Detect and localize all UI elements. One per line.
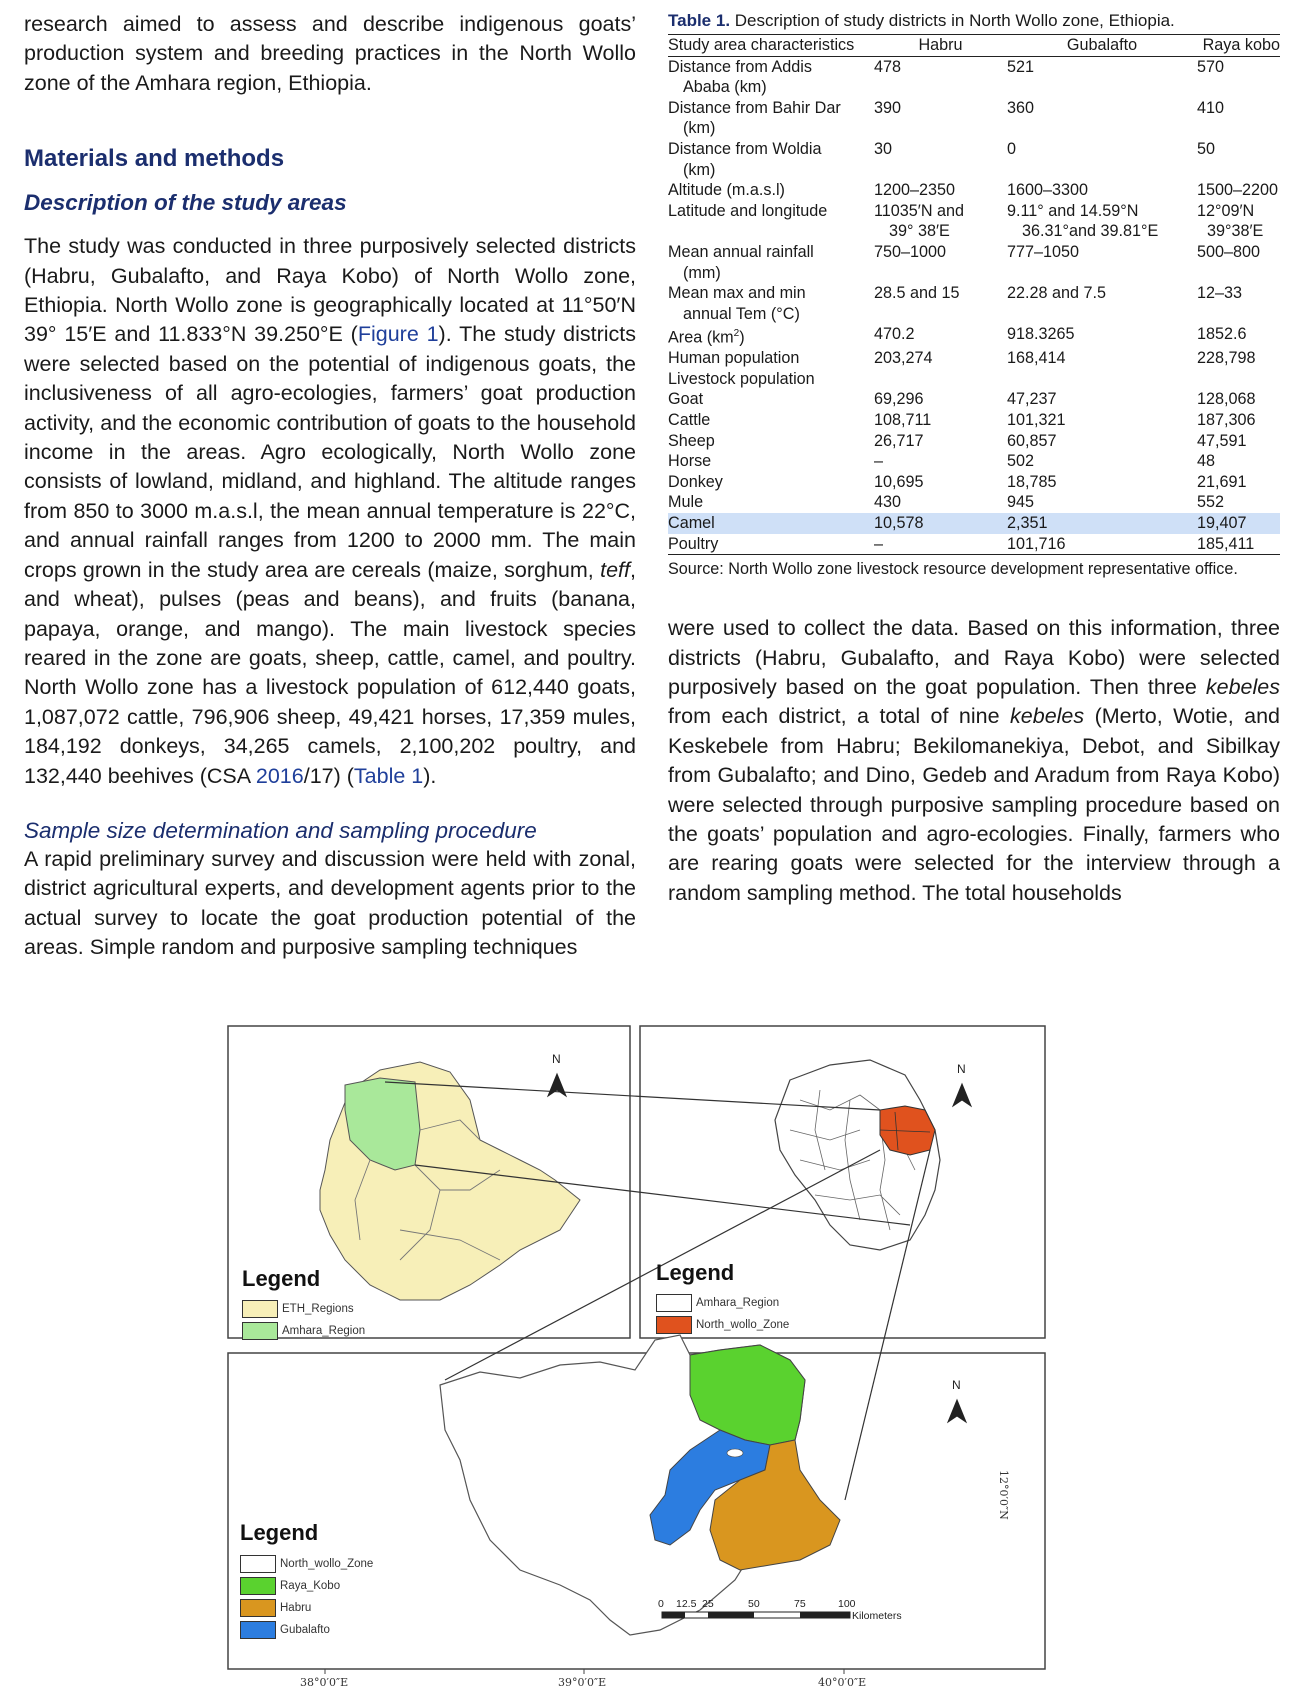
scale-tick: 12.5	[676, 1598, 697, 1610]
legend1-item: Amhara_Region	[242, 1322, 365, 1340]
legend3-item: North_wollo_Zone	[240, 1555, 373, 1573]
figure-1-maps	[0, 1000, 1295, 1693]
table-row: Distance from Addis Ababa (km) 478 521 570	[668, 57, 1225, 97]
north-label-1: N	[552, 1052, 561, 1066]
study-area-paragraph: The study was conducted in three purposively selected districts (Habru, Gubalafto, and Raya Kobo) of North Wollo zone, Ethiopia. North Wollo zone is geographically located at 11°50′N 39° 15′E and 11.833°N 39.250°E (Figure 1). The study districts were selected based on the potential of indigenous goats, the inclusiveness of all agro-ecologies, farmers’ goat production activity, and the economic contribution of goats to the household income in the areas. Agro ecologically, North Wollo zone consists of lowland, midland, and highland. The altitude ranges from 850 to 3000 m.a.s.l, the mean annual temperature is 22°C, and annual rainfall ranges from 1200 to 2000 mm. The main crops grown in the study area are cereals (maize, sorghum, teff, and wheat), pulses (peas and beans), and fruits (banana, papaya, orange, and mango). The main livestock species reared in the zone are goats, sheep, cattle, camel, and poultry. North Wollo zone has a livestock population of 612,440 goats, 1,087,072 cattle, 796,906 sheep, 49,421 horses, 17,359 mules, 184,192 donkeys, 34,265 camels, 2,100,202 poultry, and 132,440 beehives (CSA 2016/17) (Table 1).	[24, 234, 637, 788]
section-heading: Materials and methods	[24, 145, 285, 173]
coord-38e: 38°0′0″E	[300, 1676, 349, 1689]
legend3-swatch-north-wollo	[240, 1555, 276, 1573]
legend1-swatch-eth	[242, 1300, 278, 1318]
subsection-heading-study-areas: Description of the study areas	[24, 190, 347, 216]
scale-tick: 75	[794, 1598, 806, 1610]
scale-bar	[662, 1612, 850, 1618]
table-row: Livestock population	[668, 369, 815, 388]
table-row: Altitude (m.a.s.l) 1200–2350 1600–3300 1500–2200	[668, 181, 1279, 200]
coord-12n: 12°0′0″N	[997, 1470, 1010, 1520]
study-districts-table	[668, 34, 1280, 555]
legend2-title: Legend	[656, 1260, 735, 1285]
legend3-item: Gubalafto	[240, 1621, 330, 1639]
table-row: Mean annual rainfall (mm) 750–1000 777–1050 500–800	[668, 242, 1261, 282]
legend2-swatch-north-wollo	[656, 1316, 692, 1334]
legend1-swatch-amhara	[242, 1322, 278, 1340]
table-row-highlighted: Camel 10,578 2,351 19,407	[668, 513, 1280, 534]
legend2-item: North_wollo_Zone	[656, 1316, 789, 1334]
north-label-2: N	[957, 1062, 966, 1076]
intro-paragraph: research aimed to assess and describe indigenous goats’ production system and breeding practices in the North Wollo zone of the Amhara region, Ethiopia.	[24, 12, 636, 95]
left-column	[24, 10, 636, 963]
table-row: Distance from Bahir Dar (km) 390 360 410	[668, 98, 1225, 138]
table-row: Horse – 502 48	[668, 452, 1216, 471]
table-row: Donkey 10,695 18,785 21,691	[668, 472, 1247, 491]
scale-tick: 25	[702, 1598, 714, 1610]
sampling-continued-paragraph: were used to collect the data. Based on this information, three districts (Habru, Gubalafto, and Raya Kobo) were selected purposively based on the goat population. Then three kebeles from each district, a total of nine kebeles (Merto, Wotie, and Keskebele from Habru; Bekilomanekiya, Debot, and Sibilkay from Gubalafto; and Dino, Gedeb and Aradum from Raya Kobo) were selected through purposive sampling procedure based on the goats’ population and agro-ecologies. Finally, farmers who are rearing goats were selected for the interview through a random sampling method. The total households	[668, 616, 1280, 905]
legend2-item: Amhara_Region	[656, 1294, 779, 1312]
csa-2016-link[interactable]: 2016	[255, 763, 304, 788]
figure-1-link[interactable]: Figure 1	[357, 322, 439, 347]
scale-tick: 50	[748, 1598, 760, 1610]
legend3-item: Habru	[240, 1599, 311, 1617]
figure-map-svg	[0, 1000, 1295, 1693]
table-row: Mule 430 945 552	[668, 493, 1225, 512]
header-gubalafto: Gubalafto	[1066, 36, 1138, 54]
table-source: Source: North Wollo zone livestock resource development representative office.	[668, 560, 1238, 579]
table-row: Area $(km^2)$ 470.2 918.3265 1852.6	[668, 325, 1247, 347]
legend1-item: ETH_Regions	[242, 1300, 354, 1318]
scale-tick: 0	[658, 1598, 664, 1610]
table-row: Distance from Woldia (km) 30 0 50	[668, 139, 1216, 179]
table-header-row	[668, 35, 1280, 57]
table-1-link[interactable]: Table 1	[353, 763, 424, 788]
legend3-item: Raya_Kobo	[240, 1577, 340, 1595]
north-label-3: N	[952, 1378, 961, 1392]
header-characteristics: Study area characteristics	[668, 36, 855, 54]
legend3-title: Legend	[240, 1520, 319, 1545]
table-row: Mean max and min annual Tem (°C) 28.5 and 15 22.28 and 7.5 12–33	[668, 284, 1243, 323]
legend1-title: Legend	[242, 1266, 321, 1291]
legend3-swatch-gubalafto	[240, 1621, 276, 1639]
header-raya-kobo: Raya kobo	[1202, 36, 1280, 54]
subsection-heading-sampling: Sample size determination and sampling procedure	[24, 817, 537, 843]
table-row: Poultry – 101,716 185,411	[668, 534, 1280, 555]
coord-39e: 39°0′0″E	[558, 1676, 607, 1689]
table-row: Latitude and longitude 11035′N and 39° 38′E 9.11° and 14.59°N 36.31°and 39.81°E 12°09′N 39°38′E	[668, 201, 1264, 241]
legend3-swatch-raya-kobo	[240, 1577, 276, 1595]
coord-40e: 40°0′0″E	[818, 1676, 867, 1689]
scale-unit: Kilometers	[852, 1610, 902, 1622]
legend2-swatch-amhara	[656, 1294, 692, 1312]
table-row: Sheep 26,717 60,857 47,591	[668, 431, 1247, 450]
legend3-swatch-habru	[240, 1599, 276, 1617]
right-column	[668, 10, 1280, 908]
table-row: Human population 203,274 168,414 228,798	[668, 349, 1256, 368]
table-row: Goat 69,296 47,237 128,068	[668, 390, 1256, 409]
sampling-paragraph: A rapid preliminary survey and discussion were held with zonal, district agricultural experts, and development agents prior to the actual survey to locate the goat production potential of the areas. Simple random and purposive sampling techniques	[24, 846, 636, 960]
table-row: Cattle 108,711 101,321 187,306	[668, 411, 1256, 430]
table-caption: Table 1. Description of study districts in North Wollo zone, Ethiopia.	[668, 11, 1175, 30]
scale-tick: 100	[838, 1598, 856, 1610]
header-habru: Habru	[918, 36, 963, 54]
